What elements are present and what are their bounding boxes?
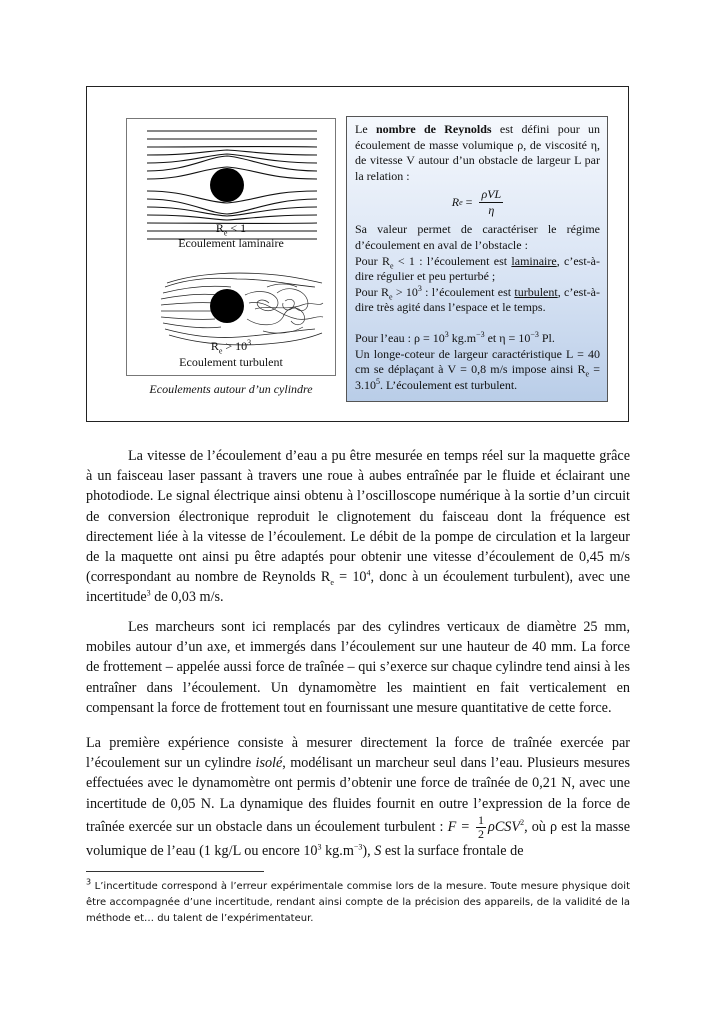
laminar-cylinder: [210, 168, 244, 202]
reynolds-info-box: [346, 116, 608, 402]
footnote: $^3$ L’incertitude correspond à l’erreur expérimentale commise lors de la mesure. Toute mesure physique doit être accompagnée d’une incertitude, rendant ainsi compte de la précision des appareils, de la validité de la méthode et… du talent de l’expérimentateur.: [86, 877, 630, 924]
half-fraction: $\frac{1}{2}$: [478, 812, 485, 841]
info-regime-intro: Sa valeur permet de caractériser le régime d’écoulement en aval de l’obstacle :: [355, 222, 600, 252]
info-turbulent: Pour $R_e > 10^3$ : l’écoulement est turbulent, c’est-à-dire très agité dans l’espace et le temps.: [355, 283, 600, 315]
info-definition: Le nombre de Reynolds est défini pour un écoulement de masse volumique ρ, de viscosité η, de vitesse V autour d’un obstacle de largeur L par la relation :: [355, 122, 601, 183]
paragraph-drag: La première expérience consiste à mesurer directement la force de traînée exercée par l’écoulement sur un cylindre isolé, modélisant un marcheur seul dans l’eau. Plusieurs mesures effectuées avec le dynamomètre ont permis d’obtenir une force de traînée de 0,21 N, avec une incertitude de 0,05 N. La dynamique des fluides fournit en outre l’expression de la force de traînée exercée sur un obstacle dans un écoulement turbulent : F = $\frac{1}{2}$ ρCSV$^2$, où ρ est la masse volumique de l’eau (1 kg/L ou encore $10^3$ $kg.m^{-3}$), S est la surface frontale de: [86, 735, 631, 859]
turbulent-reynolds-label: $R_e > 10^3$: [210, 338, 252, 356]
laminar-reynolds-label: $R_e < 1$: [215, 221, 247, 238]
info-example: Un longe-coteur de largeur caractéristique L = 40 cm se déplaçant à V = 0,8 m/s impose ainsi $R_e = 3.10^5$. L’écoulement est turbulent.: [355, 346, 600, 392]
paragraph-velocity: La vitesse de l’écoulement d’eau a pu être mesurée en temps réel sur la maquette grâce à un faisceau laser passant à travers une roue à aubes entraînée par le fluide et éclairant une photodiode. Le signal électrique ainsi obtenu à l’oscilloscope numérique à la sortie d’un circuit de conversion électronique reproduit le clignotement du faisceau dont la fréquence est directement liée à la vitesse de l’écoulement. Le débit de la pompe de circulation et la largeur de la maquette ont ainsi pu être adaptés pour obtenir une vitesse d’écoulement de 0,45 m/s (correspondant au nombre de Reynolds $R_e = 10^4$, donc à un écoulement turbulent), avec une incertitude$^3$ de 0,03 m/s.: [86, 448, 630, 606]
turbulent-wake: [245, 284, 323, 333]
paragraph-cylinders: Les marcheurs sont ici remplacés par des cylindres verticaux de diamètre 25 mm, mobiles autour d’un axe, et immergés dans l’écoulement sur une hauteur de 40 mm. La force de frottement – appelée aussi force de traînée – qui s’exerce sur chaque cylindre tend ainsi à les entraîner dans l’écoulement. Un dynamomètre les maintient en fait verticalement en compensant la force de frottement tout en fournissant une mesure quantitative de cette force.: [86, 619, 630, 716]
turbulent-caption: Ecoulement turbulent: [179, 355, 283, 369]
footnote-separator: [86, 871, 264, 872]
laminar-caption: Ecoulement laminaire: [178, 236, 284, 250]
flow-figure: [126, 118, 336, 376]
info-laminar: Pour $R_e < 1$ : l’écoulement est laminaire, c’est-à-dire régulier et peu perturbé ;: [355, 253, 600, 284]
figure-caption: Ecoulements autour d’un cylindre: [149, 382, 313, 396]
info-water-values: Pour l’eau : $\rho = 10^3$ $kg.m^{-3}$ et $\eta = 10^{-3}$ Pl.: [355, 329, 555, 345]
turbulent-cylinder: [210, 289, 244, 323]
reynolds-formula: R e = $\frac{\text{ρVL}}{\eta}$: [451, 187, 502, 218]
